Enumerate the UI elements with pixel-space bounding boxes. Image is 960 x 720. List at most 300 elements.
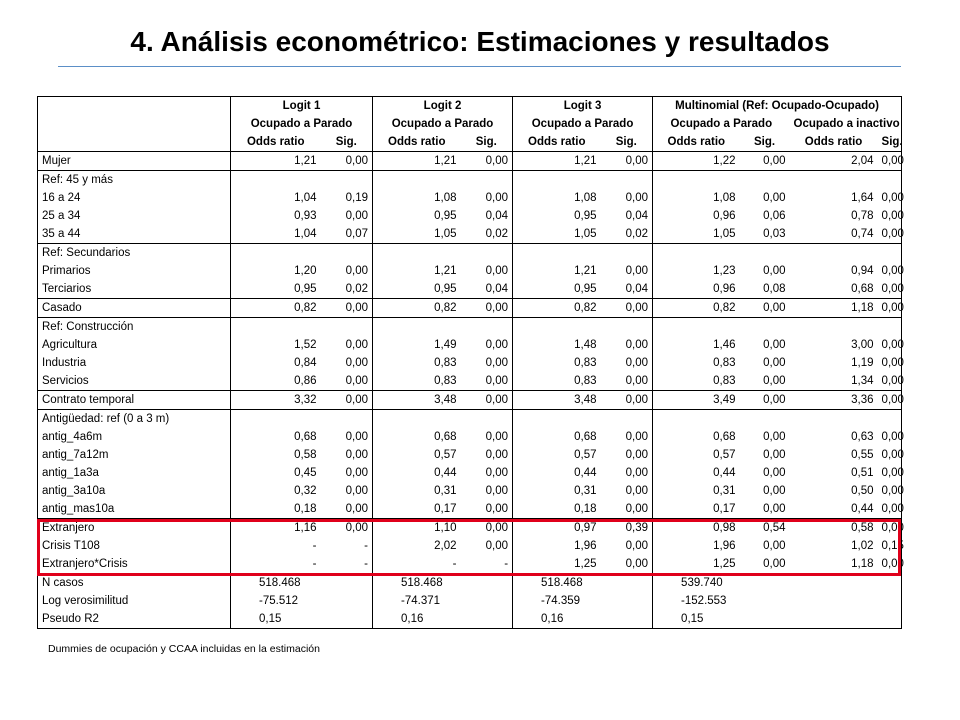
group-header-label: Ref: 45 y más — [38, 171, 231, 190]
significance-cell: 0,00 — [763, 449, 786, 461]
odds-ratio-cell: 1,21 — [513, 262, 601, 280]
table-row — [38, 152, 902, 171]
empty-cell — [373, 410, 461, 429]
empty-cell — [790, 610, 902, 629]
significance-cell: 0,00 — [485, 192, 509, 204]
significance-cell: 0,00 — [625, 449, 649, 461]
significance-cell: 0,00 — [345, 265, 369, 277]
odds-ratio-cell: 0,58 — [231, 446, 321, 464]
odds-ratio-cell: 0,98 — [653, 519, 740, 538]
colheader-sig: Sig. — [615, 136, 637, 148]
table-row — [38, 500, 902, 519]
significance-cell: 0,00 — [345, 449, 369, 461]
row-label: antig_4a6m — [38, 428, 231, 446]
header-logit1: Logit 1 — [231, 97, 373, 116]
significance-cell: 0,00 — [345, 503, 369, 515]
significance-cell: 0,00 — [878, 428, 902, 446]
odds-ratio-cell: 2,02 — [373, 537, 461, 555]
odds-ratio-cell: 1,21 — [231, 152, 321, 171]
table-row — [38, 280, 902, 299]
odds-ratio-cell: 1,46 — [653, 336, 740, 354]
empty-cell — [653, 410, 740, 429]
header-blank — [38, 97, 231, 116]
odds-ratio-cell: 0,44 — [851, 503, 874, 515]
significance-cell: 0,00 — [625, 503, 649, 515]
significance-cell: 0,00 — [878, 464, 902, 482]
odds-ratio-cell: 0,17 — [653, 500, 740, 519]
row-label: Agricultura — [38, 336, 231, 354]
significance-cell: 0,00 — [625, 431, 649, 443]
odds-ratio-cell: 0,63 — [851, 431, 874, 443]
empty-cell — [790, 171, 878, 190]
colheader-sig: Sig. — [335, 136, 357, 148]
significance-cell: 0,00 — [625, 192, 649, 204]
significance-cell: 0,08 — [763, 283, 786, 295]
significance-cell: 0,00 — [740, 391, 790, 410]
colheader-odds: Odds ratio — [804, 136, 863, 148]
significance-cell: 0,00 — [345, 210, 369, 222]
empty-cell — [513, 318, 601, 337]
significance-cell: 0,00 — [461, 299, 513, 318]
slide-title: 4. Análisis econométrico: Estimaciones y resultados — [130, 26, 830, 57]
significance-cell: 0,00 — [485, 357, 509, 369]
significance-cell: 0,15 — [878, 537, 902, 555]
subheader-row — [38, 115, 902, 133]
odds-ratio-cell: 0,44 — [513, 464, 601, 482]
group-header-row — [38, 171, 902, 190]
significance-cell: 0,00 — [878, 189, 902, 207]
odds-ratio-cell: 0,83 — [653, 372, 740, 391]
significance-cell: 0,00 — [625, 339, 649, 351]
significance-cell: 0,02 — [345, 283, 369, 295]
significance-cell: 0,00 — [625, 485, 649, 497]
odds-ratio-cell: 0,68 — [513, 428, 601, 446]
odds-ratio-cell: 1,10 — [373, 519, 461, 538]
row-label: antig_3a10a — [38, 482, 231, 500]
colheader-odds: Odds ratio — [231, 133, 321, 152]
colheader-odds: Odds ratio — [513, 133, 601, 152]
odds-ratio-cell: 0,86 — [231, 372, 321, 391]
empty-cell — [790, 410, 878, 429]
header-logit3: Logit 3 — [513, 97, 653, 116]
odds-ratio-cell: 0,31 — [373, 482, 461, 500]
significance-cell: 0,39 — [601, 519, 653, 538]
odds-ratio-cell: 1,04 — [231, 189, 321, 207]
empty-cell — [601, 171, 653, 190]
significance-cell: 0,00 — [763, 265, 786, 277]
row-label: Extranjero — [38, 519, 231, 538]
significance-cell: 0,00 — [461, 391, 513, 410]
odds-ratio-cell: 1,19 — [851, 357, 874, 369]
odds-ratio-cell: 0,18 — [513, 500, 601, 519]
significance-cell: 0,00 — [878, 372, 902, 391]
significance-cell: 0,00 — [345, 339, 369, 351]
significance-cell: 0,00 — [625, 265, 649, 277]
significance-cell: 0,00 — [485, 540, 509, 552]
subheader-logit1: Ocupado a Parado — [231, 115, 373, 133]
stat-label: Log verosimilitud — [38, 592, 231, 610]
significance-cell: 0,00 — [321, 391, 373, 410]
odds-ratio-cell: 0,96 — [653, 207, 740, 225]
significance-cell: 0,00 — [763, 431, 786, 443]
significance-cell: 0,00 — [878, 299, 902, 318]
significance-cell: 0,00 — [485, 339, 509, 351]
row-label: antig_7a12m — [38, 446, 231, 464]
significance-cell: 0,00 — [878, 555, 902, 574]
odds-ratio-cell: 1,25 — [513, 555, 601, 574]
significance-cell: 0,00 — [485, 265, 509, 277]
odds-ratio-cell: 0,68 — [231, 428, 321, 446]
odds-ratio-cell: 0,44 — [653, 464, 740, 482]
odds-ratio-cell: 0,82 — [231, 299, 321, 318]
significance-cell: 0,00 — [321, 299, 373, 318]
stat-value: -75.512 — [231, 592, 373, 610]
significance-cell: - — [461, 555, 513, 574]
subheader-multi-inactivo: Ocupado a inactivo — [790, 115, 902, 133]
group-header-label: Antigüedad: ref (0 a 3 m) — [38, 410, 231, 429]
row-label: 25 a 34 — [38, 207, 231, 225]
significance-cell: 0,00 — [485, 485, 509, 497]
significance-cell: 0,00 — [878, 446, 902, 464]
empty-cell — [601, 410, 653, 429]
empty-cell — [601, 244, 653, 263]
significance-cell: 0,04 — [485, 283, 509, 295]
odds-ratio-cell: 1,08 — [513, 189, 601, 207]
significance-cell: 0,00 — [878, 152, 902, 171]
odds-ratio-cell: 0,17 — [373, 500, 461, 519]
odds-ratio-cell: 1,96 — [513, 537, 601, 555]
significance-cell: 0,00 — [740, 152, 790, 171]
significance-cell: 0,00 — [625, 357, 649, 369]
row-label: Crisis T108 — [38, 537, 231, 555]
empty-cell — [740, 318, 790, 337]
odds-ratio-cell: 0,83 — [373, 372, 461, 391]
header-logit2: Logit 2 — [373, 97, 513, 116]
significance-cell: 0,00 — [878, 354, 902, 372]
header-multinomial: Multinomial (Ref: Ocupado-Ocupado) — [653, 97, 902, 116]
significance-cell: 0,00 — [601, 391, 653, 410]
empty-cell — [653, 171, 740, 190]
significance-cell: 0,00 — [485, 449, 509, 461]
significance-cell: 0,00 — [763, 357, 786, 369]
odds-ratio-cell: 0,95 — [373, 207, 461, 225]
significance-cell: 0,00 — [601, 299, 653, 318]
stat-value: 0,16 — [373, 610, 513, 629]
table-row — [38, 464, 902, 482]
empty-cell — [321, 318, 373, 337]
significance-cell: 0,00 — [461, 152, 513, 171]
empty-cell — [373, 318, 461, 337]
model-header-row — [38, 97, 902, 116]
empty-cell — [513, 410, 601, 429]
odds-ratio-cell: 1,52 — [231, 336, 321, 354]
stat-value: 0,15 — [653, 610, 790, 629]
odds-ratio-cell: 0,83 — [513, 354, 601, 372]
odds-ratio-cell: 0,74 — [851, 228, 874, 240]
empty-cell — [373, 244, 461, 263]
odds-ratio-cell: 0,57 — [373, 446, 461, 464]
stat-value: 518.468 — [373, 574, 513, 593]
empty-cell — [790, 318, 878, 337]
subheader-logit3: Ocupado a Parado — [513, 115, 653, 133]
stat-value: -74.371 — [373, 592, 513, 610]
colheader-sig: Sig. — [475, 136, 497, 148]
group-header-label: Ref: Construcción — [38, 318, 231, 337]
stat-value: 518.468 — [513, 574, 653, 593]
odds-ratio-cell: 1,21 — [373, 262, 461, 280]
subheader-multi-parado: Ocupado a Parado — [653, 115, 790, 133]
odds-ratio-cell: 0,44 — [373, 464, 461, 482]
odds-ratio-cell: 0,58 — [790, 519, 878, 538]
odds-ratio-cell: 0,94 — [851, 265, 874, 277]
odds-ratio-cell: 3,36 — [790, 391, 878, 410]
empty-cell — [461, 171, 513, 190]
row-label: Terciarios — [38, 280, 231, 299]
odds-ratio-cell: 0,95 — [513, 280, 601, 299]
group-header-label: Ref: Secundarios — [38, 244, 231, 263]
significance-cell: 0,00 — [345, 375, 369, 387]
table-row — [38, 372, 902, 391]
odds-ratio-cell: 0,51 — [851, 467, 874, 479]
significance-cell: 0,00 — [625, 375, 649, 387]
table-row — [38, 519, 902, 538]
significance-cell: 0,03 — [763, 228, 786, 240]
odds-ratio-cell: 0,31 — [513, 482, 601, 500]
significance-cell: 0,04 — [485, 210, 509, 222]
empty-cell — [513, 244, 601, 263]
empty-cell — [231, 171, 321, 190]
odds-ratio-cell: 1,05 — [513, 225, 601, 244]
significance-cell: 0,02 — [485, 228, 509, 240]
odds-ratio-cell: 0,68 — [653, 428, 740, 446]
significance-cell: 0,00 — [345, 467, 369, 479]
subheader-logit2: Ocupado a Parado — [373, 115, 513, 133]
empty-cell — [878, 171, 902, 190]
row-label: antig_1a3a — [38, 464, 231, 482]
odds-ratio-cell: 0,50 — [851, 485, 874, 497]
table-row — [38, 354, 902, 372]
empty-cell — [601, 318, 653, 337]
odds-ratio-cell: 1,16 — [231, 519, 321, 538]
colheader-odds: Odds ratio — [373, 133, 461, 152]
odds-ratio-cell: 0,45 — [231, 464, 321, 482]
odds-ratio-cell: 1,49 — [373, 336, 461, 354]
stats-row — [38, 574, 902, 593]
stat-value: -74.359 — [513, 592, 653, 610]
row-label: Casado — [38, 299, 231, 318]
significance-cell: 0,00 — [763, 339, 786, 351]
row-label: 35 a 44 — [38, 225, 231, 244]
odds-ratio-cell: 0,68 — [373, 428, 461, 446]
significance-cell: 0,00 — [878, 482, 902, 500]
significance-cell: 0,00 — [878, 207, 902, 225]
significance-cell: 0,00 — [625, 540, 649, 552]
significance-cell: 0,54 — [740, 519, 790, 538]
column-header-row — [38, 133, 902, 152]
results-table — [37, 96, 902, 629]
empty-cell — [740, 410, 790, 429]
odds-ratio-cell: 0,95 — [231, 280, 321, 299]
significance-cell: 0,00 — [321, 519, 373, 538]
significance-cell: 0,00 — [485, 375, 509, 387]
odds-ratio-cell: 0,97 — [513, 519, 601, 538]
odds-ratio-cell: 1,64 — [851, 192, 874, 204]
odds-ratio-cell: 0,57 — [513, 446, 601, 464]
empty-cell — [321, 410, 373, 429]
table-row — [38, 262, 902, 280]
colheader-odds: Odds ratio — [653, 133, 740, 152]
subheader-blank — [38, 115, 231, 133]
significance-cell: 0,00 — [485, 431, 509, 443]
colheader-sig: Sig. — [878, 133, 902, 152]
odds-ratio-cell: 1,04 — [231, 225, 321, 244]
empty-cell — [513, 171, 601, 190]
significance-cell: 0,00 — [740, 299, 790, 318]
odds-ratio-cell: 0,83 — [373, 354, 461, 372]
significance-cell: 0,00 — [763, 192, 786, 204]
table-row — [38, 537, 902, 555]
significance-cell: 0,00 — [345, 485, 369, 497]
significance-cell: 0,00 — [485, 467, 509, 479]
empty-cell — [878, 318, 902, 337]
significance-cell: 0,19 — [345, 192, 369, 204]
row-label: Mujer — [38, 152, 231, 171]
colheader-sig: Sig. — [754, 136, 776, 148]
significance-cell: 0,00 — [740, 555, 790, 574]
odds-ratio-cell: 0,68 — [851, 283, 874, 295]
significance-cell: 0,00 — [345, 357, 369, 369]
row-label: Primarios — [38, 262, 231, 280]
odds-ratio-cell: 0,96 — [653, 280, 740, 299]
odds-ratio-cell: 0,31 — [653, 482, 740, 500]
odds-ratio-cell: 0,83 — [653, 354, 740, 372]
empty-cell — [740, 171, 790, 190]
empty-cell — [321, 171, 373, 190]
row-label: Extranjero*Crisis — [38, 555, 231, 574]
odds-ratio-cell: 0,95 — [373, 280, 461, 299]
row-label: 16 a 24 — [38, 189, 231, 207]
group-header-row — [38, 318, 902, 337]
table-row — [38, 446, 902, 464]
footnote: Dummies de ocupación y CCAA incluidas en la estimación — [48, 643, 320, 655]
significance-cell: - — [321, 555, 373, 574]
table-row — [38, 428, 902, 446]
empty-cell — [878, 410, 902, 429]
empty-cell — [653, 244, 740, 263]
group-header-row — [38, 244, 902, 263]
odds-ratio-cell: 1,21 — [513, 152, 601, 171]
odds-ratio-cell: 3,32 — [231, 391, 321, 410]
odds-ratio-cell: 1,05 — [373, 225, 461, 244]
significance-cell: 0,00 — [485, 503, 509, 515]
significance-cell: 0,07 — [345, 228, 369, 240]
empty-cell — [790, 574, 902, 593]
stat-value: 0,15 — [231, 610, 373, 629]
significance-cell: 0,00 — [625, 467, 649, 479]
significance-cell: 0,02 — [625, 228, 649, 240]
odds-ratio-cell: 1,96 — [653, 537, 740, 555]
group-header-row — [38, 410, 902, 429]
significance-cell: 0,00 — [763, 485, 786, 497]
empty-cell — [790, 244, 878, 263]
significance-cell: 0,00 — [878, 500, 902, 519]
significance-cell: 0,00 — [878, 519, 902, 538]
table-row — [38, 207, 902, 225]
odds-ratio-cell: 0,83 — [513, 372, 601, 391]
significance-cell: 0,00 — [878, 280, 902, 299]
odds-ratio-cell: 1,08 — [653, 189, 740, 207]
odds-ratio-cell: 1,48 — [513, 336, 601, 354]
odds-ratio-cell: 1,02 — [851, 540, 874, 552]
odds-ratio-cell: 1,25 — [653, 555, 740, 574]
significance-cell: 0,00 — [878, 391, 902, 410]
odds-ratio-cell: 0,32 — [231, 482, 321, 500]
stat-value: 0,16 — [513, 610, 653, 629]
odds-ratio-cell: 1,20 — [231, 262, 321, 280]
stat-label: Pseudo R2 — [38, 610, 231, 629]
empty-cell — [461, 244, 513, 263]
empty-cell — [740, 244, 790, 263]
odds-ratio-cell: 2,04 — [790, 152, 878, 171]
row-label: Contrato temporal — [38, 391, 231, 410]
odds-ratio-cell: 1,18 — [790, 555, 878, 574]
row-label: Servicios — [38, 372, 231, 391]
odds-ratio-cell: 0,78 — [851, 210, 874, 222]
odds-ratio-cell: 3,00 — [851, 339, 874, 351]
table-row — [38, 225, 902, 244]
odds-ratio-cell: - — [231, 555, 321, 574]
significance-cell: 0,04 — [625, 283, 649, 295]
row-label: antig_mas10a — [38, 500, 231, 519]
significance-cell: 0,00 — [461, 519, 513, 538]
significance-cell: 0,00 — [321, 152, 373, 171]
odds-ratio-cell: 1,08 — [373, 189, 461, 207]
significance-cell: 0,00 — [763, 503, 786, 515]
table-row — [38, 482, 902, 500]
empty-cell — [373, 171, 461, 190]
odds-ratio-cell: 1,34 — [851, 375, 874, 387]
empty-cell — [231, 410, 321, 429]
stats-row — [38, 610, 902, 629]
significance-cell: 0,00 — [878, 336, 902, 354]
odds-ratio-cell: 3,48 — [373, 391, 461, 410]
table-row — [38, 299, 902, 318]
table-row — [38, 336, 902, 354]
stat-label: N casos — [38, 574, 231, 593]
stats-row — [38, 592, 902, 610]
empty-cell — [231, 318, 321, 337]
significance-cell: 0,04 — [625, 210, 649, 222]
odds-ratio-cell: 3,49 — [653, 391, 740, 410]
odds-ratio-cell: 3,48 — [513, 391, 601, 410]
empty-cell — [231, 244, 321, 263]
odds-ratio-cell: 0,95 — [513, 207, 601, 225]
significance-cell: 0,00 — [878, 225, 902, 244]
empty-cell — [878, 244, 902, 263]
empty-cell — [653, 318, 740, 337]
significance-cell: 0,00 — [601, 152, 653, 171]
significance-cell: 0,06 — [763, 210, 786, 222]
row-label: Industria — [38, 354, 231, 372]
table-row — [38, 391, 902, 410]
table-row — [38, 555, 902, 574]
odds-ratio-cell: 0,55 — [851, 449, 874, 461]
significance-cell: 0,00 — [763, 540, 786, 552]
odds-ratio-cell: 1,21 — [373, 152, 461, 171]
significance-cell: 0,00 — [763, 467, 786, 479]
odds-ratio-cell: 0,18 — [231, 500, 321, 519]
odds-ratio-cell: 1,22 — [653, 152, 740, 171]
